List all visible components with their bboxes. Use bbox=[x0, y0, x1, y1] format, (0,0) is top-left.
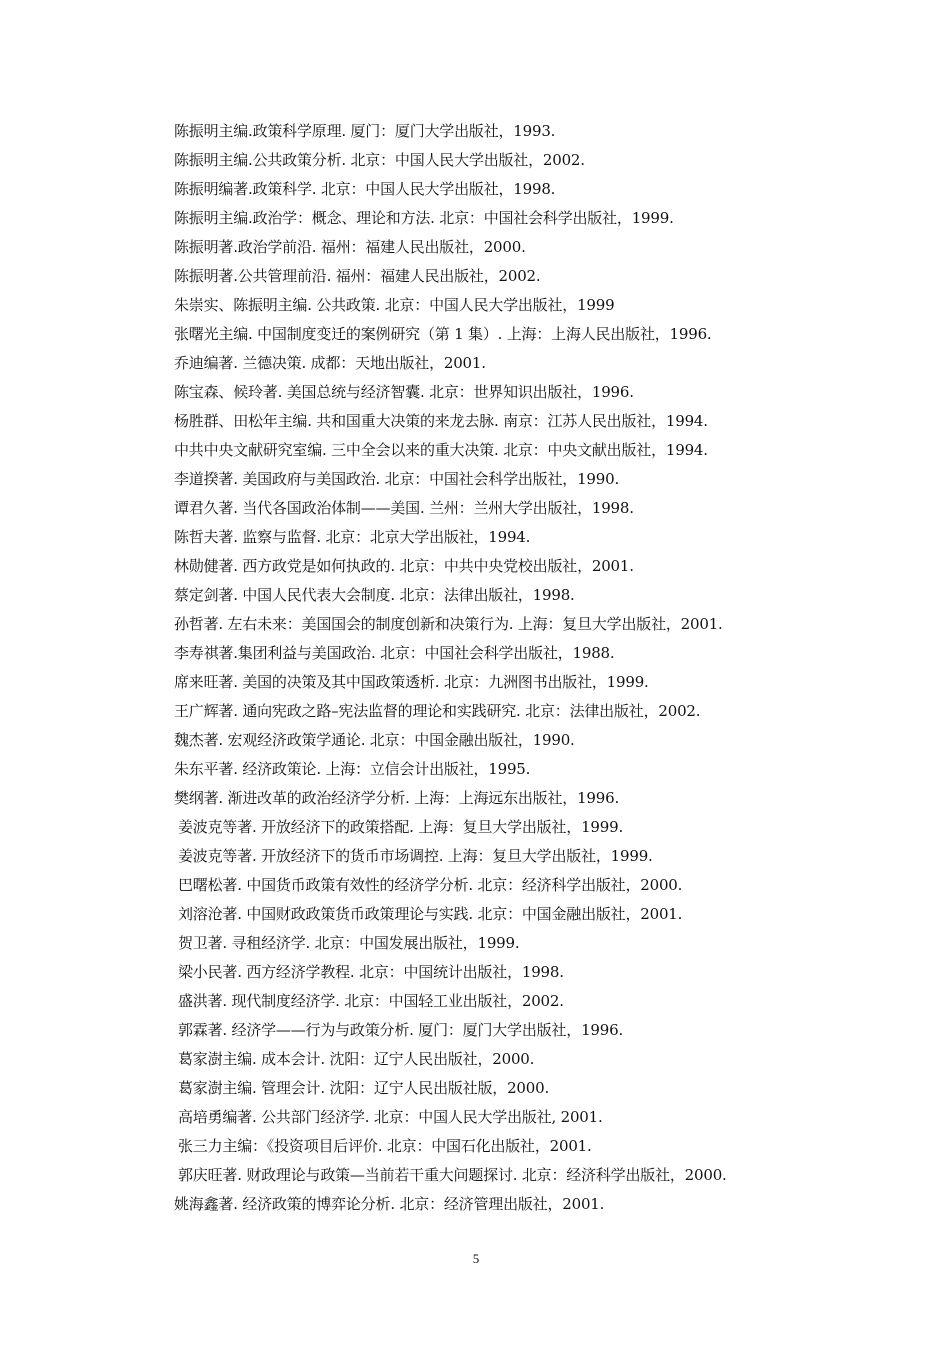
reference-item: 张三力主编：《投资项目后评价. 北京：中国石化出版社，2001. bbox=[178, 1137, 592, 1155]
reference-item: 王广辉著. 通向宪政之路–宪法监督的理论和实践研究. 北京：法律出版社，2002. bbox=[174, 702, 701, 720]
reference-item: 姜波克等著. 开放经济下的政策搭配. 上海：复旦大学出版社，1999. bbox=[178, 818, 624, 836]
reference-item: 张曙光主编. 中国制度变迁的案例研究（第 1 集）. 上海：上海人民出版社，1996. bbox=[174, 325, 712, 343]
reference-item: 陈振明主编.政治学：概念、理论和方法. 北京：中国社会科学出版社，1999. bbox=[174, 209, 674, 227]
reference-item: 魏杰著. 宏观经济政策学通论. 北京：中国金融出版社，1990. bbox=[174, 731, 575, 749]
reference-item: 陈振明主编.公共政策分析. 北京：中国人民大学出版社，2002. bbox=[174, 151, 585, 169]
reference-item: 陈振明编著.政策科学. 北京：中国人民大学出版社，1998. bbox=[174, 180, 556, 198]
reference-item: 刘溶沧著. 中国财政政策货币政策理论与实践. 北京：中国金融出版社，2001. bbox=[178, 905, 683, 923]
reference-item: 葛家澍主编. 管理会计. 沈阳：辽宁人民出版社版，2000. bbox=[178, 1079, 550, 1097]
reference-item: 朱东平著. 经济政策论. 上海：立信会计出版社，1995. bbox=[174, 760, 531, 778]
reference-item: 郭庆旺著. 财政理论与政策—当前若干重大问题探讨. 北京：经济科学出版社，2000. bbox=[178, 1166, 727, 1184]
reference-item: 杨胜群、田松年主编. 共和国重大决策的来龙去脉. 南京：江苏人民出版社，1994. bbox=[174, 412, 708, 430]
reference-item: 姚海鑫著. 经济政策的博弈论分析. 北京：经济管理出版社，2001. bbox=[174, 1195, 605, 1213]
reference-item: 陈哲夫著. 监察与监督. 北京：北京大学出版社，1994. bbox=[174, 528, 531, 546]
reference-item: 席来旺著. 美国的决策及其中国政策透析. 北京：九洲图书出版社，1999. bbox=[174, 673, 649, 691]
reference-item: 蔡定剑著. 中国人民代表大会制度. 北京：法律出版社，1998. bbox=[174, 586, 575, 604]
reference-item: 孙哲著. 左右未来：美国国会的制度创新和决策行为. 上海：复旦大学出版社，2001. bbox=[174, 615, 723, 633]
reference-item: 林勋健著. 西方政党是如何执政的. 北京：中共中央党校出版社，2001. bbox=[174, 557, 634, 575]
reference-item: 陈振明著.政治学前沿. 福州：福建人民出版社，2000. bbox=[174, 238, 526, 256]
reference-item: 朱崇实、陈振明主编. 公共政策. 北京：中国人民大学出版社，1999 bbox=[174, 296, 615, 314]
reference-item: 葛家澍主编. 成本会计. 沈阳：辽宁人民出版社，2000. bbox=[178, 1050, 535, 1068]
reference-item: 陈振明主编.政策科学原理. 厦门：厦门大学出版社，1993. bbox=[174, 122, 556, 140]
reference-item: 贺卫著. 寻租经济学. 北京：中国发展出版社，1999. bbox=[178, 934, 520, 952]
reference-item: 高培勇编著. 公共部门经济学. 北京：中国人民大学出版社, 2001. bbox=[178, 1108, 603, 1126]
reference-item: 陈宝森、候玲著. 美国总统与经济智囊. 北京：世界知识出版社，1996. bbox=[174, 383, 634, 401]
reference-item: 中共中央文献研究室编. 三中全会以来的重大决策. 北京：中央文献出版社，1994. bbox=[174, 441, 708, 459]
reference-item: 郭霖著. 经济学——行为与政策分析. 厦门：厦门大学出版社，1996. bbox=[178, 1021, 624, 1039]
page-number: 5 bbox=[472, 1251, 480, 1266]
reference-item: 梁小民著. 西方经济学教程. 北京：中国统计出版社，1998. bbox=[178, 963, 564, 981]
reference-item: 盛洪著. 现代制度经济学. 北京：中国轻工业出版社，2002. bbox=[178, 992, 564, 1010]
reference-item: 乔迪编著. 兰德决策. 成都：天地出版社，2001. bbox=[174, 354, 486, 372]
reference-list bbox=[174, 121, 914, 1223]
reference-item: 陈振明著.公共管理前沿. 福州：福建人民出版社，2002. bbox=[174, 267, 541, 285]
reference-item: 李道揆著. 美国政府与美国政治. 北京：中国社会科学出版社，1990. bbox=[174, 470, 620, 488]
reference-item: 谭君久著. 当代各国政治体制——美国. 兰州：兰州大学出版社，1998. bbox=[174, 499, 634, 517]
reference-item: 巴曙松著. 中国货币政策有效性的经济学分析. 北京：经济科学出版社，2000. bbox=[178, 876, 683, 894]
reference-item: 姜波克等著. 开放经济下的货币市场调控. 上海：复旦大学出版社，1999. bbox=[178, 847, 653, 865]
reference-item: 樊纲著. 渐进改革的政治经济学分析. 上海：上海远东出版社，1996. bbox=[174, 789, 620, 807]
reference-item: 李寿祺著.集团利益与美国政治. 北京：中国社会科学出版社，1988. bbox=[174, 644, 615, 662]
